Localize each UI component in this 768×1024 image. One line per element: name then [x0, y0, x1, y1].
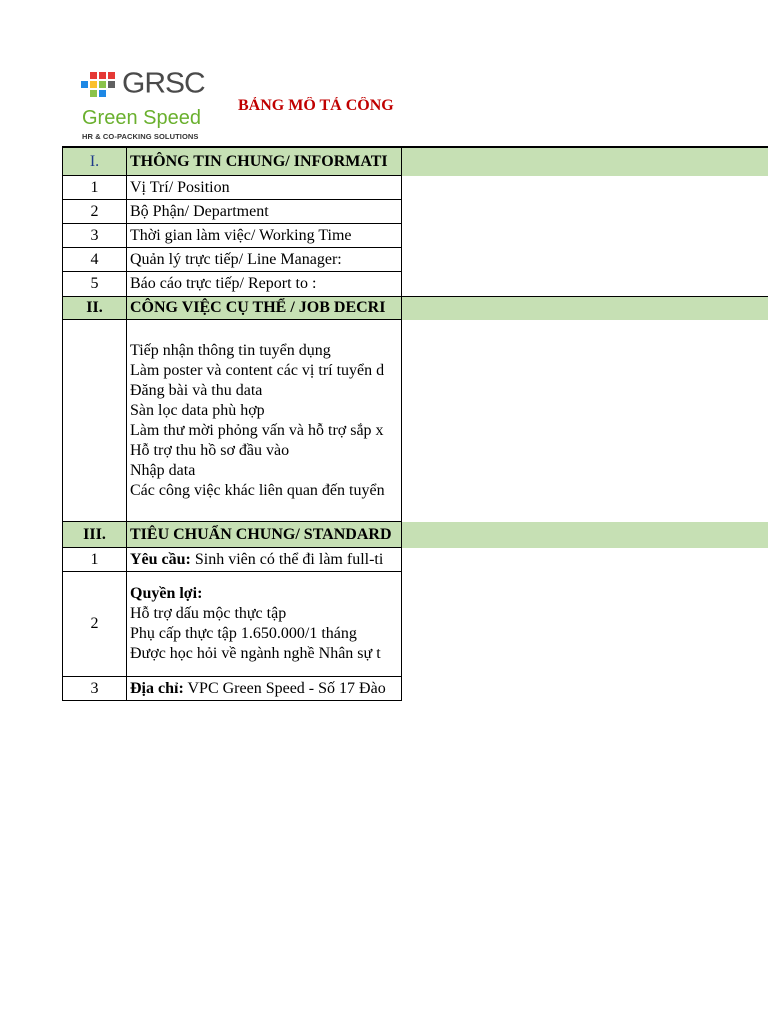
table-row	[62, 677, 768, 701]
document-title: BẢNG MÔ TẢ CÔNG	[238, 97, 394, 114]
address-label: Địa chỉ:	[130, 679, 184, 697]
section-2-header	[62, 296, 768, 320]
row-number: 1	[62, 548, 127, 572]
table-row	[62, 272, 768, 296]
benefit-item: Được học hỏi về ngành nghề Nhân sự t	[130, 645, 381, 662]
row-number: 3	[62, 677, 127, 701]
job-duties-row	[62, 320, 768, 522]
requirement-cell	[127, 548, 402, 572]
duty-item: Hỗ trợ thu hồ sơ đầu vào	[130, 441, 290, 459]
duty-item: Sàn lọc data phù hợp	[130, 401, 265, 419]
section-2-title: CÔNG VIỆC CỤ THỂ / JOB DECRI	[127, 296, 402, 320]
benefit-item: Hỗ trợ dấu mộc thực tập	[130, 605, 287, 622]
table-row	[62, 548, 768, 572]
benefits-label: Quyền lợi:	[130, 585, 203, 602]
table-row	[62, 176, 768, 200]
row-text: Quản lý trực tiếp/ Line Manager:	[127, 248, 402, 272]
row-number: 5	[62, 272, 127, 296]
logo-letters: GRSC	[122, 67, 205, 100]
row-text: Báo cáo trực tiếp/ Report to :	[127, 272, 402, 296]
job-description-table	[62, 146, 768, 701]
company-logo	[80, 67, 215, 142]
job-duties-list	[127, 320, 402, 522]
duty-item: Làm thư mời phỏng vấn và hỗ trợ sắp x	[130, 421, 384, 439]
section-1-title: THÔNG TIN CHUNG/ INFORMATI	[127, 147, 402, 176]
requirement-text: Sinh viên có thể đi làm full-ti	[190, 550, 384, 568]
row-number: 4	[62, 248, 127, 272]
duty-item: Các công việc khác liên quan đến tuyển	[130, 481, 385, 499]
section-3-title: TIÊU CHUẨN CHUNG/ STANDARD	[127, 522, 402, 548]
logo-tagline: HR & CO-PACKING SOLUTIONS	[82, 132, 199, 141]
table-row	[62, 200, 768, 224]
benefits-row	[62, 572, 768, 677]
row-number: 2	[62, 200, 127, 224]
benefits-cell	[127, 572, 402, 677]
address-cell	[127, 677, 402, 701]
requirement-label: Yêu cầu:	[130, 550, 191, 568]
table-row	[62, 248, 768, 272]
section-3-number: III.	[62, 522, 127, 548]
logo-mark-icon	[80, 70, 120, 106]
duty-item: Đăng bài và thu data	[130, 381, 263, 399]
duty-item: Nhập data	[130, 461, 196, 479]
duty-item: Làm poster và content các vị trí tuyển d	[130, 361, 385, 379]
address-text: VPC Green Speed - Số 17 Đào	[183, 679, 386, 697]
logo-company-name: Green Speed	[82, 107, 201, 129]
row-number: 2	[62, 572, 127, 677]
section-2-number: II.	[62, 296, 127, 320]
row-number: 3	[62, 224, 127, 248]
benefit-item: Phụ cấp thực tập 1.650.000/1 tháng	[130, 625, 357, 642]
duty-item: Tiếp nhận thông tin tuyển dụng	[130, 341, 331, 359]
row-text: Bộ Phận/ Department	[127, 200, 402, 224]
section-3-header	[62, 522, 768, 548]
row-text: Vị Trí/ Position	[127, 176, 402, 200]
section-1-header	[62, 146, 768, 176]
section-1-number: I.	[62, 147, 127, 176]
row-text: Thời gian làm việc/ Working Time	[127, 224, 402, 248]
row-number: 1	[62, 176, 127, 200]
table-row	[62, 224, 768, 248]
